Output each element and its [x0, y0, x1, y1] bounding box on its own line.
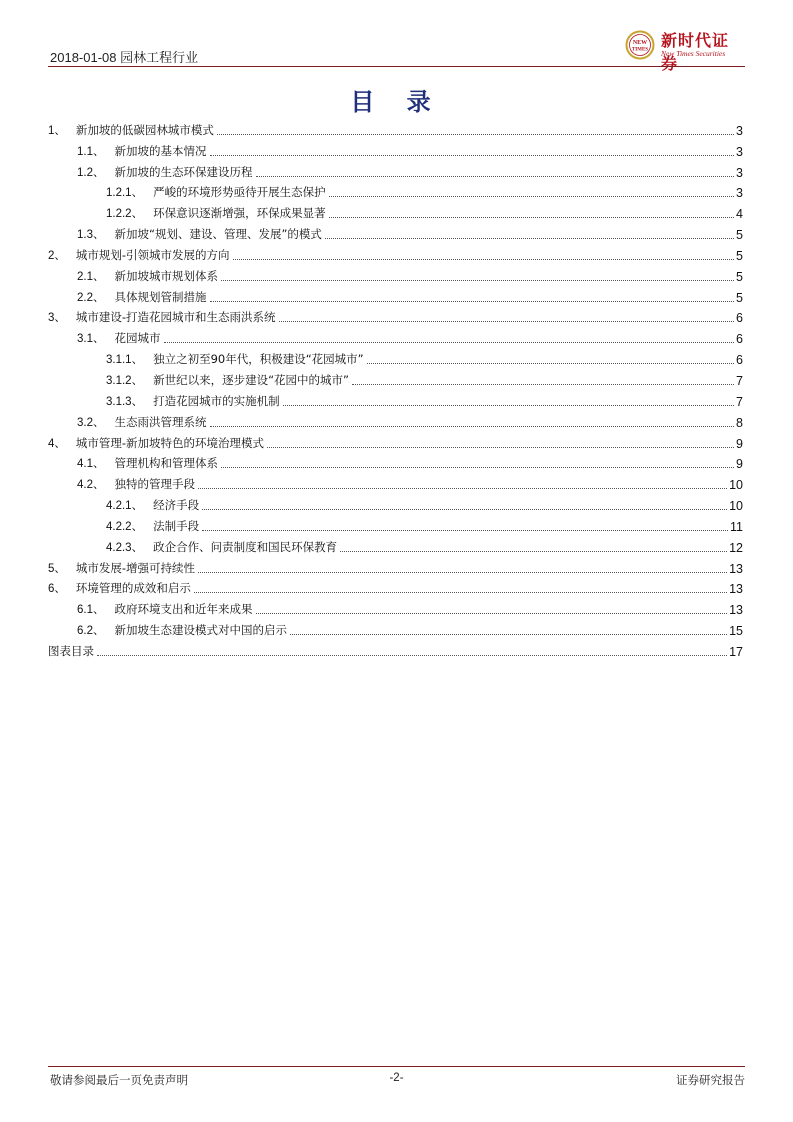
toc-entry-title: 环境管理的成效和启示 [75, 581, 191, 596]
toc-entry[interactable] [48, 409, 743, 430]
toc-entry-page: 5 [736, 290, 743, 305]
toc-entry-number: 4.2.2、 [106, 520, 144, 533]
toc-dot-leader [233, 259, 734, 260]
toc-entry-number: 1.1、 [77, 145, 105, 158]
toc-entry-number: 1.2.1、 [106, 187, 144, 200]
toc-entry-page: 7 [736, 394, 743, 409]
toc-entry-title: 城市发展-增强可持续性 [75, 560, 196, 575]
toc-entry[interactable] [48, 180, 743, 201]
toc-entry-title: 独特的管理手段 [114, 477, 195, 492]
toc-entry-number: 3.1.3、 [106, 395, 144, 408]
toc-entry-title: 政府环境支出和近年来成果 [114, 602, 253, 617]
toc-entry-title: 新加坡的生态环保建设历程 [114, 164, 253, 179]
toc-entry-page: 9 [736, 436, 743, 451]
toc-entry-number: 3.1.1、 [106, 354, 144, 367]
toc-entry-title: 新加坡的基本情况 [114, 143, 207, 158]
toc-entry-number: 1.3、 [77, 229, 105, 242]
toc-entry-number: 1.2.2、 [106, 208, 144, 221]
toc-entry-title: 打造花园城市的实施机制 [153, 393, 280, 408]
toc-entry[interactable] [48, 242, 743, 263]
toc-entry[interactable] [48, 346, 743, 367]
toc-entry-number: 6.1、 [77, 604, 105, 617]
toc-dot-leader [198, 572, 727, 573]
toc-entry-page: 8 [736, 415, 743, 430]
toc-entry-number: 4、 [48, 437, 66, 450]
toc-dot-leader [97, 655, 727, 656]
svg-text:NEW: NEW [632, 40, 648, 46]
toc-entry-page: 3 [736, 144, 743, 159]
toc-dot-leader [367, 363, 734, 364]
toc-entry-page: 7 [736, 373, 743, 388]
toc-entry[interactable] [48, 138, 743, 159]
toc-dot-leader [221, 467, 734, 468]
toc-entry-number: 1、 [48, 124, 66, 137]
toc-entry-number: 6、 [48, 583, 66, 596]
toc-dot-leader [329, 217, 734, 218]
toc-entry-title: 具体规划管制措施 [114, 289, 207, 304]
toc-entry-page: 13 [729, 561, 743, 576]
toc-dot-leader [194, 592, 727, 593]
toc-entry[interactable] [48, 159, 743, 180]
toc-entry[interactable] [48, 388, 743, 409]
toc-entry[interactable] [48, 555, 743, 576]
toc-entry-title: 环保意识逐渐增强，环保成果显著 [153, 206, 326, 221]
toc-entry-title: 独立之初至90年代，积极建设“花园城市” [153, 352, 364, 367]
toc-dot-leader [164, 342, 735, 343]
toc-dot-leader [256, 613, 728, 614]
logo-name-cn: 新时代证券 [661, 31, 730, 73]
page-title: 目 录 [350, 88, 443, 116]
toc-entry-page: 5 [736, 248, 743, 263]
toc-dot-leader [210, 301, 735, 302]
toc-dot-leader [267, 447, 734, 448]
toc-entry-number: 4.2.3、 [106, 541, 144, 554]
toc-entry-title: 经济手段 [153, 498, 200, 513]
toc-dot-leader [340, 551, 727, 552]
toc-entry[interactable] [48, 534, 743, 555]
toc-entry-title: 法制手段 [153, 518, 200, 533]
company-logo [625, 24, 745, 73]
toc-entry-page: 6 [736, 332, 743, 347]
toc-dot-leader [279, 321, 734, 322]
toc-entry-page: 5 [736, 269, 743, 284]
toc-entry-number: 2.1、 [77, 270, 105, 283]
toc-entry[interactable] [48, 576, 743, 597]
toc-dot-leader [217, 134, 734, 135]
svg-text:TIMES: TIMES [631, 47, 649, 53]
toc-dot-leader [256, 176, 735, 177]
toc-entry-page: 6 [736, 353, 743, 368]
toc-entry-page: 17 [729, 644, 743, 659]
toc-dot-leader [283, 405, 734, 406]
toc-entry-number: 3.2、 [77, 416, 105, 429]
toc-entry-page: 3 [736, 186, 743, 201]
toc-entry[interactable] [48, 305, 743, 326]
footer-report-type: 证券研究报告 [676, 1073, 745, 1087]
toc-dot-leader [329, 196, 734, 197]
toc-entry-number: 3.1、 [77, 333, 105, 346]
toc-dot-leader [202, 530, 728, 531]
toc-entry[interactable] [48, 200, 743, 221]
toc-entry-number: 4.2.1、 [106, 500, 144, 513]
toc-entry-title: 管理机构和管理体系 [114, 456, 218, 471]
toc-entry-number: 1.2、 [77, 166, 105, 179]
logo-circle-icon [625, 30, 655, 60]
toc-dot-leader [221, 280, 734, 281]
toc-entry[interactable] [48, 325, 743, 346]
toc-entry-title: 图表目录 [48, 643, 94, 658]
toc-entry-title: 新加坡生态建设模式对中国的启示 [114, 623, 287, 638]
toc-entry-title: 严峻的环境形势亟待开展生态保护 [153, 185, 326, 200]
toc-entry-page: 13 [729, 582, 743, 597]
toc-entry-title: 城市建设-打造花园城市和生态雨洪系统 [75, 310, 276, 325]
logo-name-en: New Times Securities [661, 49, 726, 58]
toc-entry-page: 3 [736, 123, 743, 138]
toc-entry-page: 4 [736, 207, 743, 222]
toc-dot-leader [202, 509, 727, 510]
toc-dot-leader [210, 155, 735, 156]
toc-entry[interactable] [48, 117, 743, 138]
toc-entry-title: 生态雨洪管理系统 [114, 414, 207, 429]
toc-entry-title: 城市管理-新加坡特色的环境治理模式 [75, 435, 265, 450]
toc-entry-title: 城市规划-引领城市发展的方向 [75, 247, 230, 262]
toc-entry[interactable] [48, 367, 743, 388]
toc-entry[interactable] [48, 451, 743, 472]
toc-entry[interactable] [48, 284, 743, 305]
toc-entry-title: 新加坡城市规划体系 [114, 268, 218, 283]
toc-entry[interactable] [48, 471, 743, 492]
toc-entry-number: 5、 [48, 562, 66, 575]
toc-entry[interactable] [48, 638, 743, 659]
toc-entry-number: 3.1.2、 [106, 374, 144, 387]
toc-entry[interactable] [48, 263, 743, 284]
toc-dot-leader [198, 488, 727, 489]
toc-entry-title: 政企合作、问责制度和国民环保教育 [153, 539, 338, 554]
toc-entry-page: 12 [729, 540, 743, 555]
toc-entry-number: 2.2、 [77, 291, 105, 304]
toc-dot-leader [325, 238, 734, 239]
toc-entry[interactable] [48, 596, 743, 617]
header-divider [48, 66, 745, 67]
toc-entry-number: 4.2、 [77, 479, 105, 492]
toc-entry-page: 6 [736, 311, 743, 326]
footer-disclaimer: 敬请参阅最后一页免责声明 [50, 1073, 188, 1087]
toc-entry-page: 9 [736, 457, 743, 472]
toc-entry-page: 10 [729, 499, 743, 514]
toc-entry-page: 11 [730, 519, 743, 534]
toc-entry-number: 2、 [48, 249, 66, 262]
header-date-industry: 2018-01-08 园林工程行业 [50, 50, 199, 65]
toc-entry-number: 3、 [48, 312, 66, 325]
toc-entry[interactable] [48, 513, 743, 534]
toc-dot-leader [352, 384, 734, 385]
toc-entry-page: 3 [736, 165, 743, 180]
toc-entry-page: 15 [729, 624, 743, 639]
toc-entry-number: 4.1、 [77, 458, 105, 471]
toc-entry-title: 新世纪以来，逐步建设“花园中的城市” [153, 372, 349, 387]
page-header [48, 24, 745, 73]
toc-entry-title: 新加坡“规划、建设、管理、发展”的模式 [114, 227, 322, 242]
toc-entry-page: 10 [729, 478, 743, 493]
toc-entry-title: 花园城市 [114, 331, 161, 346]
table-of-contents [48, 117, 743, 659]
toc-entry[interactable] [48, 492, 743, 513]
toc-entry[interactable] [48, 430, 743, 451]
toc-entry-page: 5 [736, 228, 743, 243]
toc-entry-number: 6.2、 [77, 625, 105, 638]
footer-page-number: -2- [389, 1072, 404, 1084]
toc-dot-leader [290, 634, 727, 635]
toc-entry-title: 新加坡的低碳园林城市模式 [75, 122, 214, 137]
toc-entry[interactable] [48, 617, 743, 638]
toc-entry-page: 13 [729, 603, 743, 618]
toc-entry[interactable] [48, 221, 743, 242]
toc-dot-leader [210, 426, 735, 427]
footer-divider [48, 1066, 745, 1067]
